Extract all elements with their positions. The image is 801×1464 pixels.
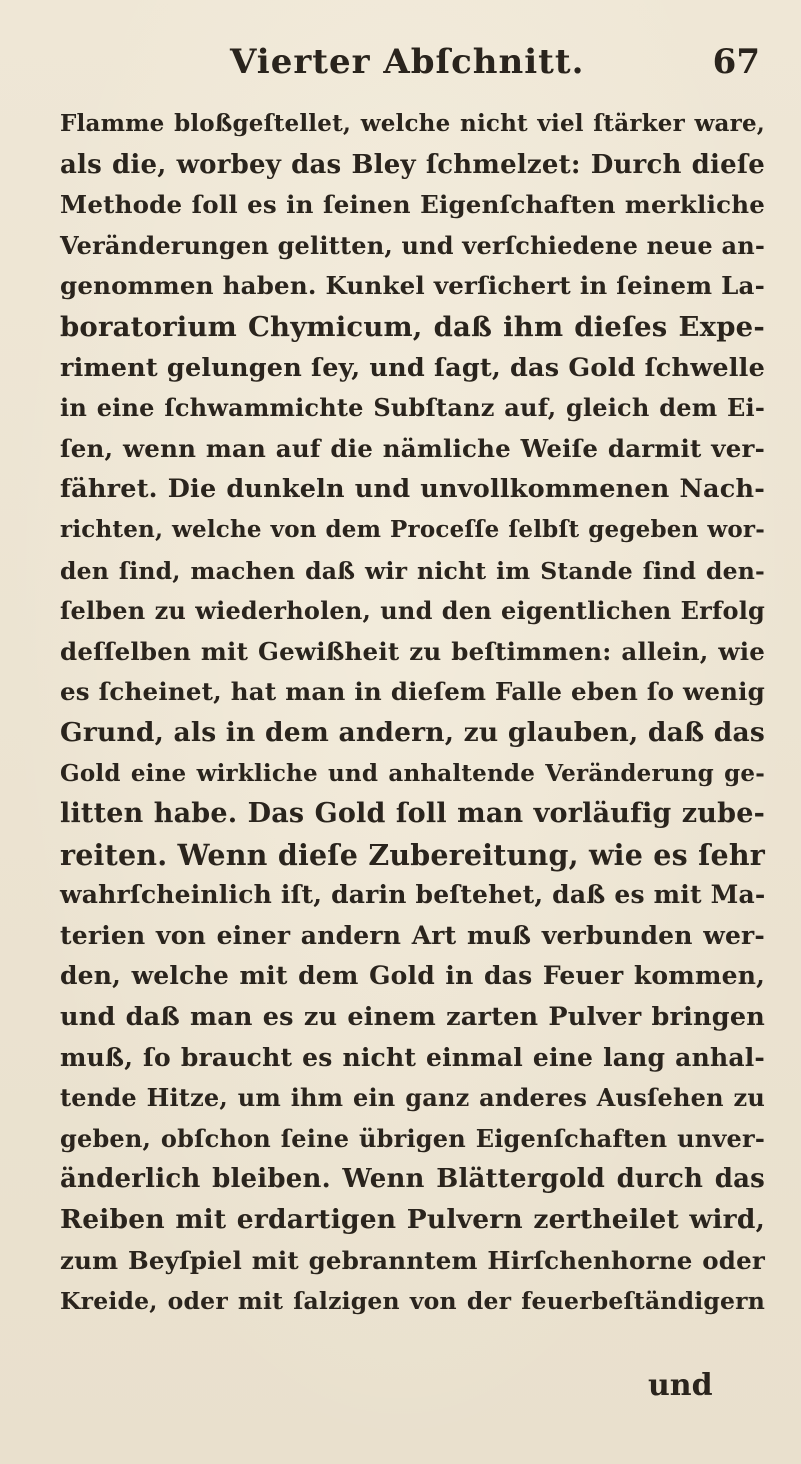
page-number: 67 <box>712 42 760 82</box>
text-line: ſen, wenn man auf die nämliche Weiſe darmit ver- <box>60 433 765 463</box>
text-line: richten, welche von dem Proceſſe ſelbſt gegeben wor- <box>60 515 765 543</box>
page-header <box>80 42 760 92</box>
text-line: geben, obſchon ſeine übrigen Eigenſchaften unver- <box>60 1123 765 1153</box>
text-line: tende Hitze, um ihm ein ganz anderes Ausſehen zu <box>60 1083 765 1113</box>
text-line: zum Beyſpiel mit gebranntem Hirſchenhorne oder <box>60 1245 765 1275</box>
text-line: riment gelungen ſey, und ſagt, das Gold ſchwelle <box>60 352 765 383</box>
text-line: Kreide, oder mit ſalzigen von der feuerbeſtändigern <box>60 1287 765 1316</box>
body-text <box>60 104 765 1322</box>
text-line: deſſelben mit Gewißheit zu beſtimmen: allein, wie <box>60 636 765 666</box>
text-line: Grund, als in dem andern, zu glauben, daß das <box>60 716 765 748</box>
text-line: Methode ſoll es in ſeinen Eigenſchaften merkliche <box>60 190 765 220</box>
text-line: Flamme bloßgeſtellet, welche nicht viel ſtärker ware, <box>60 110 765 137</box>
text-line: Reiben mit erdartigen Pulvern zertheilet wird, <box>60 1204 765 1236</box>
text-line: muß, ſo braucht es nicht einmal eine lang anhal- <box>60 1042 765 1072</box>
text-line: reiten. Wenn dieſe Zubereitung, wie es ſehr <box>60 837 765 872</box>
text-line: den, welche mit dem Gold in das Feuer kommen, <box>60 961 765 991</box>
text-line: als die, worbey das Bley ſchmelzet: Durch dieſe <box>60 149 765 180</box>
text-line: fähret. Die dunkeln und unvollkommenen Nach- <box>60 474 765 505</box>
text-line: wahrſcheinlich iſt, darin beſtehet, daß es mit Ma- <box>60 880 766 910</box>
text-line: ſelben zu wiederholen, und den eigentlichen Erfolg <box>60 596 765 626</box>
catchword: und <box>648 1368 713 1403</box>
text-line: und daß man es zu einem zarten Pulver bringen <box>60 1002 765 1033</box>
text-line: litten habe. Das Gold ſoll man vorläufig zube- <box>60 798 765 830</box>
text-line: terien von einer andern Art muß verbunden wer- <box>60 920 765 950</box>
text-line: Gold eine wirkliche und anhaltende Veränderung ge- <box>60 759 765 787</box>
text-line: Veränderungen gelitten, und verſchiedene neue an- <box>60 230 766 260</box>
text-line: es ſcheinet, hat man in dieſem Falle eben ſo wenig <box>60 677 765 707</box>
text-line: in eine ſchwammichte Subſtanz auf, gleich dem Ei- <box>60 393 765 423</box>
text-line: boratorium Chymicum, daß ihm dieſes Expe- <box>60 310 765 343</box>
text-line: den ſind, machen daß wir nicht im Stande ſind den- <box>60 556 765 585</box>
text-line: änderlich bleiben. Wenn Blättergold durch das <box>60 1164 765 1195</box>
running-title: Vierter Abſchnitt. <box>230 42 585 82</box>
text-line: genommen haben. Kunkel verſichert in ſeinem La- <box>60 271 765 301</box>
